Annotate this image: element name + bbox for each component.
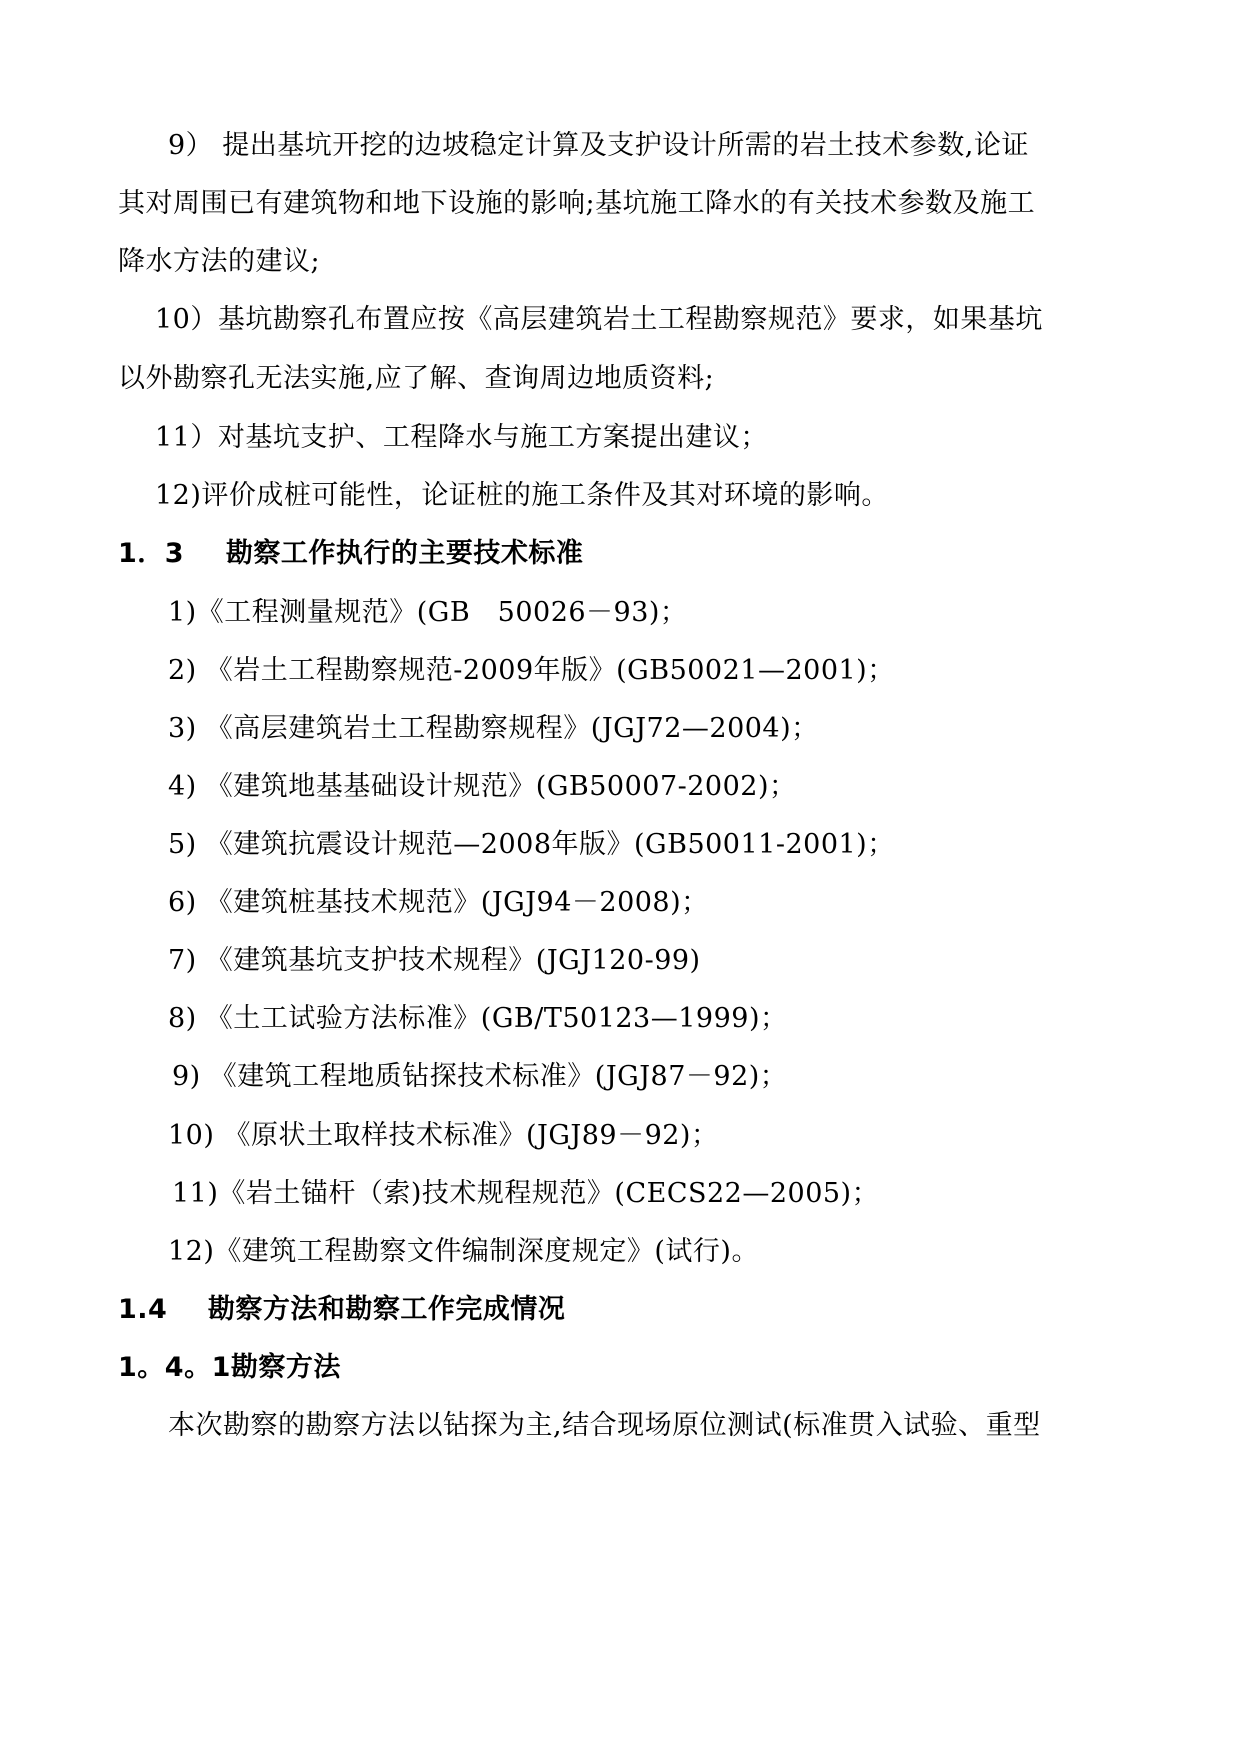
section-number: 1．3: [118, 538, 185, 569]
item-9-line-2: 其对周围已有建筑物和地下设施的影响;基坑施工降水的有关技术参数及施工: [118, 188, 1036, 219]
section-title: 勘察工作执行的主要技术标准: [225, 538, 584, 569]
standard-item: 2) 《岩土工程勘察规范-2009年版》(GB50021—2001)；: [168, 655, 895, 686]
standard-item: 10) 《原状土取样技术标准》(JGJ89－92)；: [168, 1120, 719, 1151]
method-paragraph-line-1: 本次勘察的勘察方法以钻探为主,结合现场原位测试(标准贯入试验、重型: [168, 1410, 1041, 1441]
standard-item: 11)《岩土锚杆（索)技术规程规范》(CECS22—2005)；: [172, 1178, 880, 1209]
section-title: 勘察方法和勘察工作完成情况: [207, 1294, 566, 1325]
section-heading-1-4-1: [118, 1350, 341, 1386]
item-12: 12)评价成桩可能性，论证桩的施工条件及其对环境的影响。: [155, 480, 889, 511]
standard-item: 5) 《建筑抗震设计规范—2008年版》(GB50011-2001)；: [168, 829, 895, 860]
standard-item: 7) 《建筑基坑支护技术规程》(JGJ120-99): [168, 945, 701, 976]
item-10-line-1: 10）基坑勘察孔布置应按《高层建筑岩土工程勘察规范》要求，如果基坑: [155, 304, 1043, 335]
section-number: 1。4。1: [118, 1352, 231, 1383]
item-9-line-3: 降水方法的建议;: [118, 246, 321, 277]
standard-item: 6) 《建筑桩基技术规范》(JGJ94－2008)；: [168, 887, 709, 918]
item-9-line-1: 9） 提出基坑开挖的边坡稳定计算及支护设计所需的岩土技术参数,论证: [168, 130, 1029, 161]
section-heading-1-3: [118, 536, 583, 572]
item-11: 11）对基坑支护、工程降水与施工方案提出建议；: [155, 422, 768, 453]
section-title: 勘察方法: [230, 1352, 341, 1383]
standard-item: 9) 《建筑工程地质钻探技术标准》(JGJ87－92)；: [172, 1061, 788, 1092]
section-number: 1.4: [118, 1294, 168, 1325]
standard-item: 12)《建筑工程勘察文件编制深度规定》(试行)。: [168, 1236, 759, 1267]
standard-item: 4) 《建筑地基基础设计规范》(GB50007-2002)；: [168, 771, 797, 802]
standard-item: 1)《工程测量规范》(GB 50026－93)；: [168, 597, 688, 628]
standard-item: 3) 《高层建筑岩土工程勘察规程》(JGJ72—2004)；: [168, 713, 819, 744]
section-heading-1-4: [118, 1292, 565, 1328]
item-10-line-2: 以外勘察孔无法实施,应了解、查询周边地质资料;: [118, 363, 715, 394]
standard-item: 8) 《土工试验方法标准》(GB/T50123—1999)；: [168, 1003, 788, 1034]
